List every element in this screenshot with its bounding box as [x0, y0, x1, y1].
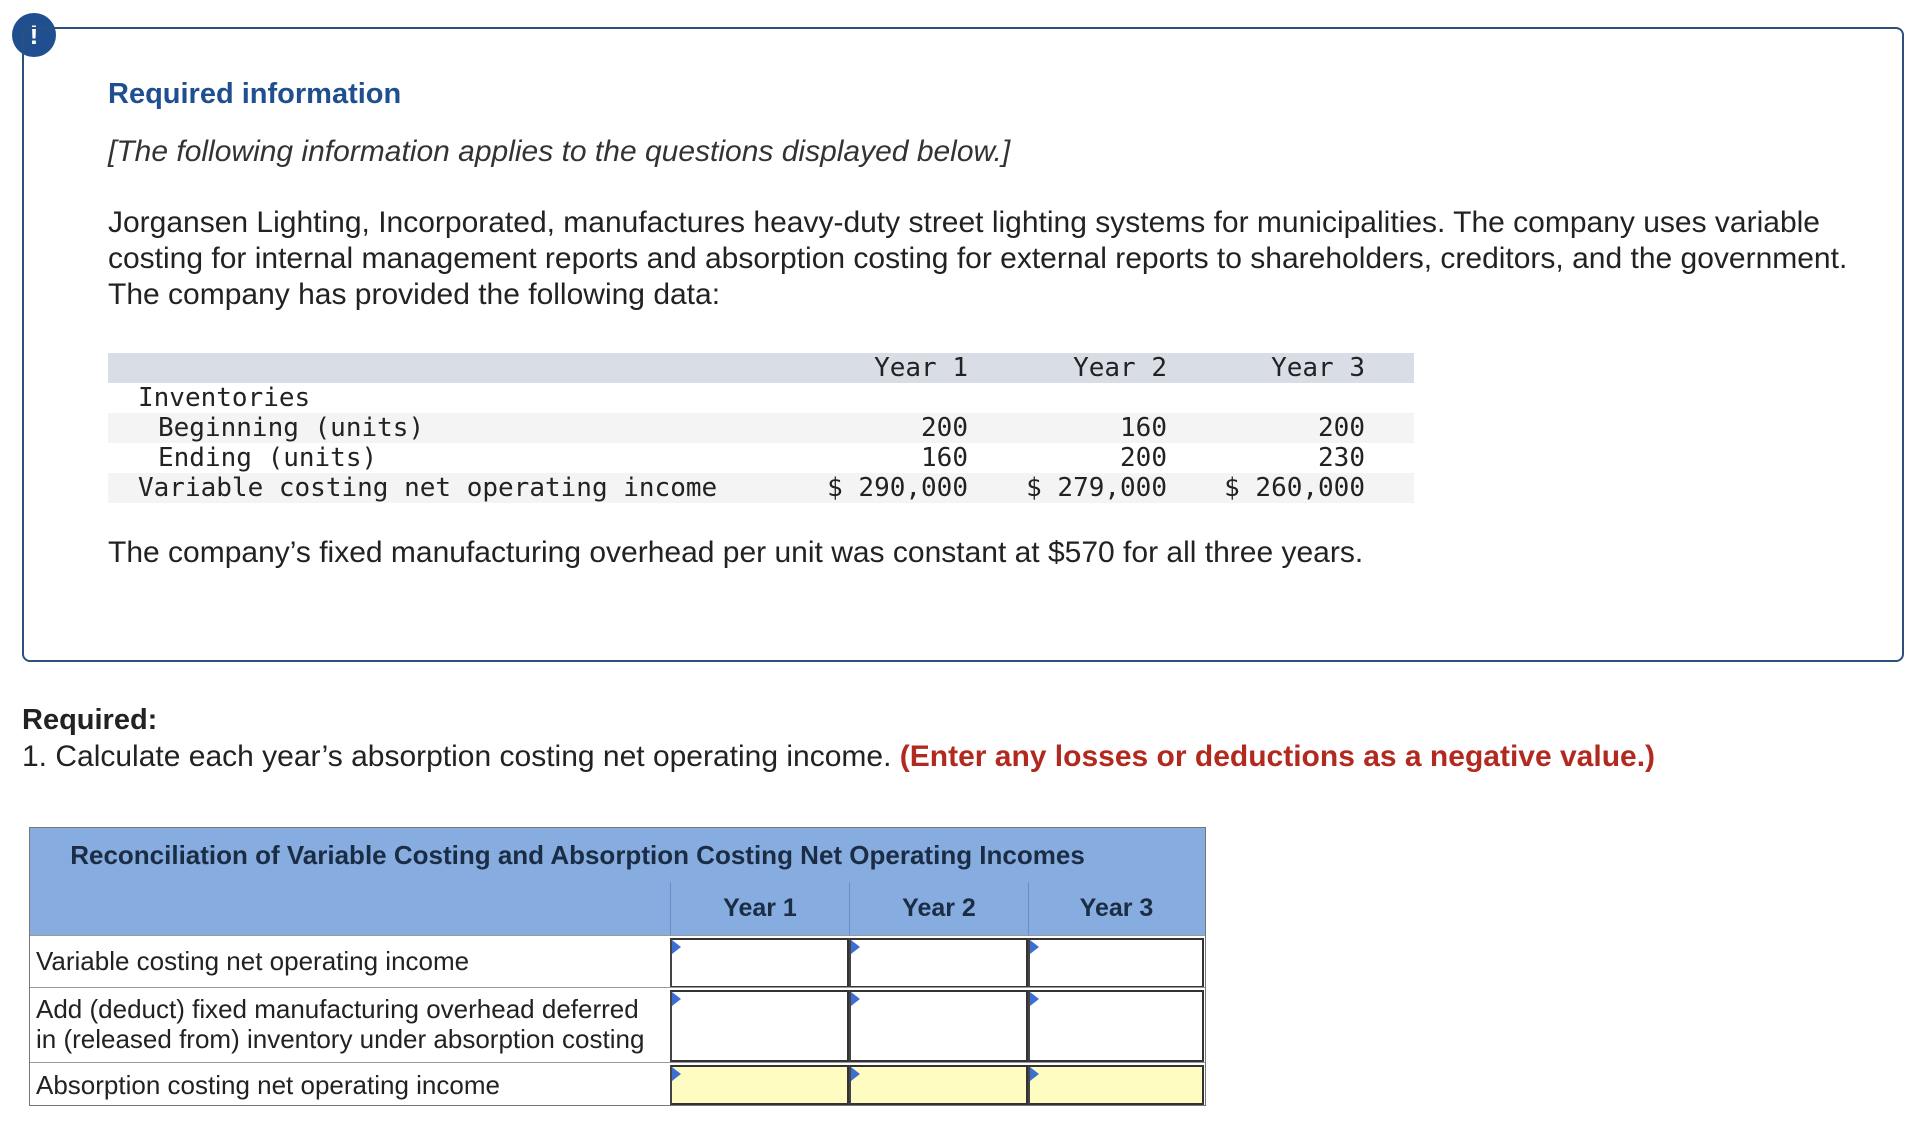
cell-marker-icon — [1030, 1067, 1039, 1081]
cell-marker-icon — [851, 940, 860, 954]
variable-costing-noi-year-2: $ 279,000 — [1026, 473, 1167, 503]
overhead-adjustment-input-year-2[interactable] — [849, 990, 1028, 1062]
required-heading: Required: — [22, 704, 158, 736]
ending-units-year-3: 230 — [1318, 443, 1365, 473]
variable-costing-noi-row — [108, 473, 1414, 503]
reconciliation-title: Reconciliation of Variable Costing and Absorption Costing Net Operating Incomes — [30, 828, 1205, 883]
beginning-units-label: Beginning (units) — [158, 413, 425, 443]
recon-row-label: Absorption costing net operating income — [36, 1070, 500, 1100]
variable-noi-input-year-1[interactable] — [670, 938, 849, 988]
given-data-table — [108, 353, 1414, 503]
inventories-section-row — [108, 383, 1414, 413]
data-table-header — [108, 353, 1414, 383]
variable-noi-input-year-2[interactable] — [849, 938, 1028, 988]
beginning-units-year-3: 200 — [1318, 413, 1365, 443]
cell-marker-icon — [1030, 940, 1039, 954]
cell-marker-icon — [672, 940, 681, 954]
col-header-year-3: Year 3 — [1028, 882, 1204, 935]
variable-costing-noi-year-3: $ 260,000 — [1224, 473, 1365, 503]
header-year-3: Year 3 — [1271, 353, 1365, 383]
company-description: Jorgansen Lighting, Incorporated, manufactures heavy-duty street lighting systems for municipalities. The company uses variable costing for internal management reports and absorption costing for external reports to shareholders, creditors, and the government. The company has provided the following data: — [108, 206, 1848, 311]
cell-marker-icon — [851, 1067, 860, 1081]
header-year-2: Year 2 — [1073, 353, 1167, 383]
instruction-text: 1. Calculate each year’s absorption costing net operating income. — [22, 740, 892, 773]
cell-marker-icon — [1030, 992, 1039, 1006]
required-information-title: Required information — [108, 78, 402, 110]
instruction-emphasis: (Enter any losses or deductions as a negative value.) — [899, 740, 1656, 773]
cell-marker-icon — [672, 992, 681, 1006]
absorption-noi-input-year-3[interactable] — [1028, 1065, 1204, 1105]
info-subtitle: [The following information applies to the questions displayed below.] — [108, 135, 1011, 168]
col-header-year-2: Year 2 — [849, 882, 1028, 935]
ending-units-year-2: 200 — [1120, 443, 1167, 473]
variable-costing-noi-year-1: $ 290,000 — [827, 473, 968, 503]
cell-marker-icon — [672, 1067, 681, 1081]
header-year-1: Year 1 — [874, 353, 968, 383]
overhead-adjustment-input-year-3[interactable] — [1028, 990, 1204, 1062]
reconciliation-table — [29, 827, 1206, 1106]
recon-row-variable-noi — [30, 935, 1205, 988]
ending-units-year-1: 160 — [921, 443, 968, 473]
ending-units-row — [108, 443, 1414, 473]
recon-row-absorption-noi — [30, 1062, 1205, 1106]
beginning-units-year-2: 160 — [1120, 413, 1167, 443]
variable-costing-noi-label: Variable costing net operating income — [138, 473, 718, 503]
absorption-noi-input-year-1[interactable] — [670, 1065, 849, 1105]
absorption-noi-input-year-2[interactable] — [849, 1065, 1028, 1105]
col-header-year-1: Year 1 — [670, 882, 849, 935]
inventories-label: Inventories — [138, 383, 311, 413]
ending-units-label: Ending (units) — [158, 443, 378, 473]
beginning-units-year-1: 200 — [921, 413, 968, 443]
cell-marker-icon — [851, 992, 860, 1006]
required-instruction — [22, 740, 1655, 774]
variable-noi-input-year-3[interactable] — [1028, 938, 1204, 988]
reconciliation-column-headers — [30, 882, 1205, 935]
beginning-units-row — [108, 413, 1414, 443]
recon-row-label: Add (deduct) fixed manufacturing overhead deferred in (released from) inventory under absorption costing — [36, 994, 645, 1054]
overhead-footnote: The company’s fixed manufacturing overhead per unit was constant at $570 for all three years. — [108, 536, 1364, 569]
alert-icon: ! — [12, 13, 56, 57]
recon-row-label: Variable costing net operating income — [36, 946, 470, 976]
overhead-adjustment-input-year-1[interactable] — [670, 990, 849, 1062]
recon-row-overhead-adjustment — [30, 987, 1205, 1063]
